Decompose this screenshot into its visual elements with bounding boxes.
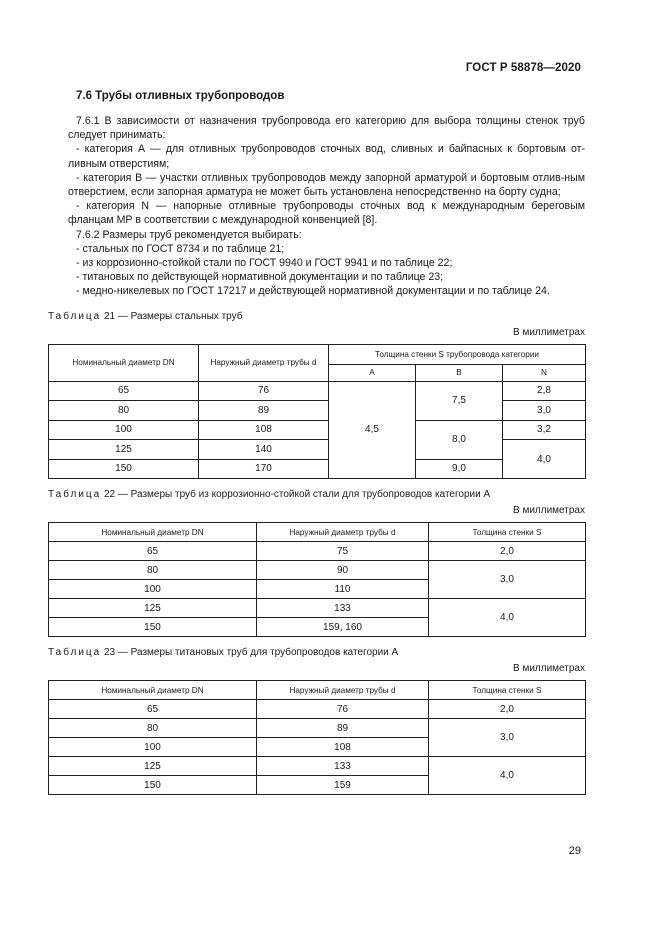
table-cell-dn: 100 — [49, 420, 199, 440]
table-cell-outer: 159, 160 — [257, 618, 429, 637]
table-23-header-outer: Наружный диаметр трубы d — [257, 681, 429, 700]
table-row — [49, 757, 586, 776]
table-row — [49, 440, 586, 460]
table-row — [49, 599, 586, 618]
table-cell-dn: 65 — [49, 542, 257, 561]
table-cell-dn: 80 — [49, 561, 257, 580]
table-21-caption-word: Таблица — [48, 310, 102, 322]
table-cell-outer: 140 — [199, 440, 329, 460]
table-cell-outer: 159 — [257, 776, 429, 795]
table-cell-dn: 150 — [49, 459, 199, 479]
table-cell-outer: 76 — [199, 381, 329, 401]
table-21-header-dn: Номинальный диаметр DN — [49, 344, 199, 381]
table-cell-dn: 150 — [49, 618, 257, 637]
list-item-stainless: - из коррозионно-стойкой стали по ГОСТ 9940 и ГОСТ 9941 и по таблице 22; — [76, 257, 453, 270]
page-content — [48, 90, 585, 795]
table-cell-cat-n: 3,0 — [503, 401, 586, 421]
table-22 — [48, 522, 586, 637]
table-row — [49, 401, 586, 421]
table-cell-dn: 150 — [49, 776, 257, 795]
table-21-header-outer: Наружный диаметр трубы d — [199, 344, 329, 381]
list-item-category-n: - категория N — напорные отливные трубопроводы сточных вод к международным береговым фланцам МР в соответствии с международной конвенцией [8]. — [68, 200, 585, 227]
table-cell-outer: 75 — [257, 542, 429, 561]
table-cell-outer: 89 — [257, 719, 429, 738]
list-item-steel: - стальных по ГОСТ 8734 и по таблице 21; — [76, 242, 285, 255]
table-cell-cat-n: 2,8 — [503, 381, 586, 401]
table-21-caption-text: 21 — Размеры стальных труб — [101, 310, 243, 322]
table-cell-thickness: 2,0 — [429, 542, 586, 561]
table-cell-thickness: 3,0 — [429, 719, 586, 757]
table-cell-dn: 125 — [49, 599, 257, 618]
table-22-caption — [48, 489, 585, 500]
table-cell-dn: 65 — [49, 381, 199, 401]
table-21-units: В миллиметрах — [513, 326, 585, 338]
section-title: 7.6 Трубы отливных трубопроводов — [76, 90, 285, 102]
table-22-caption-text: 22 — Размеры труб из коррозионно-стойкой стали для трубопроводов категории А — [101, 489, 491, 501]
table-cell-outer: 110 — [257, 580, 429, 599]
table-row — [49, 561, 586, 580]
table-cell-cat-n: 4,0 — [503, 440, 586, 479]
table-21-header-cat-n: N — [503, 364, 586, 381]
table-22-units: В миллиметрах — [513, 505, 585, 517]
table-cell-outer: 170 — [199, 459, 329, 479]
table-cell-cat-b: 9,0 — [416, 459, 503, 479]
table-23-header-thickness: Толщина стенки S — [429, 681, 586, 700]
table-21-caption — [48, 311, 585, 322]
page-number: 29 — [568, 845, 581, 857]
table-21 — [48, 344, 586, 480]
table-22-caption-word: Таблица — [48, 489, 102, 501]
paragraph-7-6-1: 7.6.1 В зависимости от назначения трубопровода его категорию для выбора толщины стенок труб следует принимать: — [68, 115, 585, 142]
table-23-caption-text: 23 — Размеры титановых труб для трубопроводов категории А — [101, 647, 399, 659]
table-23-caption — [48, 647, 585, 658]
table-row — [49, 381, 586, 401]
table-22-header-thickness: Толщина стенки S — [429, 523, 586, 542]
table-23-units: В миллиметрах — [513, 663, 585, 675]
table-21-header-thickness: Толщина стенки S трубопровода категории — [329, 344, 586, 364]
table-22-header-outer: Наружный диаметр трубы d — [257, 523, 429, 542]
table-cell-thickness: 2,0 — [429, 700, 586, 719]
table-row — [49, 719, 586, 738]
table-cell-outer: 108 — [199, 420, 329, 440]
table-21-header-cat-a: А — [329, 364, 416, 381]
table-cell-dn: 100 — [49, 580, 257, 599]
table-cell-cat-n: 3,2 — [503, 420, 586, 440]
table-cell-dn: 125 — [49, 757, 257, 776]
list-item-category-a: - категория А — для отливных трубопроводов сточных вод, сливных и байпасных к бортовым от-ливным отверстиям; — [68, 143, 585, 170]
table-cell-outer: 89 — [199, 401, 329, 421]
table-cell-dn: 100 — [49, 738, 257, 757]
document-code: ГОСТ Р 58878—2020 — [465, 62, 581, 74]
table-cell-outer: 133 — [257, 757, 429, 776]
table-cell-thickness: 3,0 — [429, 561, 586, 599]
table-cell-outer: 76 — [257, 700, 429, 719]
list-item-category-b: - категория В — участки отливных трубопроводов между запорной арматурой и бортовым отлив-ным отверстием, если запорная арматура не может быть установлена непосредственно на борту судна; — [68, 171, 585, 199]
table-23-header-dn: Номинальный диаметр DN — [49, 681, 257, 700]
table-23-caption-word: Таблица — [48, 647, 102, 659]
table-cell-thickness: 4,0 — [429, 599, 586, 637]
table-cell-outer: 108 — [257, 738, 429, 757]
table-22-header-dn: Номинальный диаметр DN — [49, 523, 257, 542]
table-23 — [48, 680, 586, 795]
table-row — [49, 542, 586, 561]
table-cell-cat-a: 4,5 — [329, 381, 416, 479]
table-cell-cat-b: 8,0 — [416, 420, 503, 459]
table-cell-thickness: 4,0 — [429, 757, 586, 795]
list-item-copper-nickel: - медно-никелевых по ГОСТ 17217 и действующей нормативной документации и по таблице 24. — [76, 285, 550, 298]
table-cell-dn: 125 — [49, 440, 199, 460]
table-cell-cat-b: 7,5 — [416, 381, 503, 420]
table-cell-dn: 80 — [49, 719, 257, 738]
table-cell-dn: 65 — [49, 700, 257, 719]
table-row — [49, 420, 586, 440]
table-cell-outer: 133 — [257, 599, 429, 618]
paragraph-7-6-2: 7.6.2 Размеры труб рекомендуется выбирать: — [76, 228, 302, 241]
table-cell-dn: 80 — [49, 401, 199, 421]
table-cell-outer: 90 — [257, 561, 429, 580]
list-item-titanium: - титановых по действующей нормативной документации и по таблице 23; — [76, 271, 444, 284]
table-21-header-cat-b: В — [416, 364, 503, 381]
table-row — [49, 700, 586, 719]
